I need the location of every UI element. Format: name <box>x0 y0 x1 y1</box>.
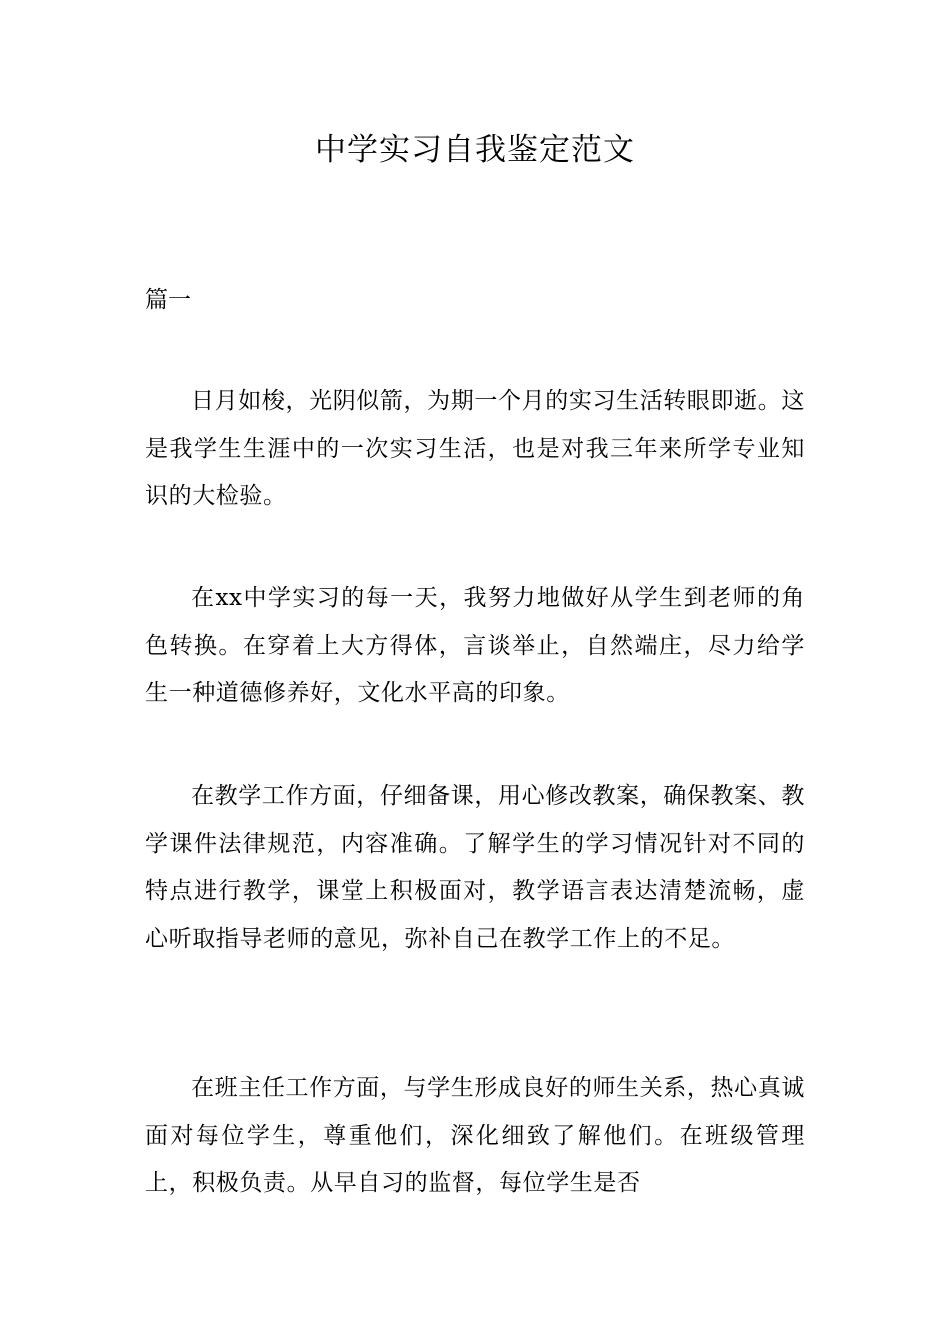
paragraph-1: 日月如梭，光阴似箭，为期一个月的实习生活转眼即逝。这是我学生生涯中的一次实习生活，也是对我三年来所学专业知识的大检验。 <box>145 388 805 509</box>
document-title: 中学实习自我鉴定范文 <box>315 132 635 168</box>
paragraph-4: 在班主任工作方面，与学生形成良好的师生关系，热心真诚面对每位学生，尊重他们，深化细致了解他们。在班级管理上，积极负责。从早自习的监督，每位学生是否 <box>145 1075 805 1196</box>
paragraph-2: 在xx中学实习的每一天，我努力地做好从学生到老师的角色转换。在穿着上大方得体，言谈举止，自然端庄，尽力给学生一种道德修养好，文化水平高的印象。 <box>145 585 805 706</box>
paragraph-3: 在教学工作方面，仔细备课，用心修改教案，确保教案、教学课件法律规范，内容准确。了解学生的学习情况针对不同的特点进行教学，课堂上积极面对，教学语言表达清楚流畅，虚心听取指导老师的意见，弥补自己在教学工作上的不足。 <box>145 783 805 952</box>
section-label: 篇一 <box>145 287 191 313</box>
